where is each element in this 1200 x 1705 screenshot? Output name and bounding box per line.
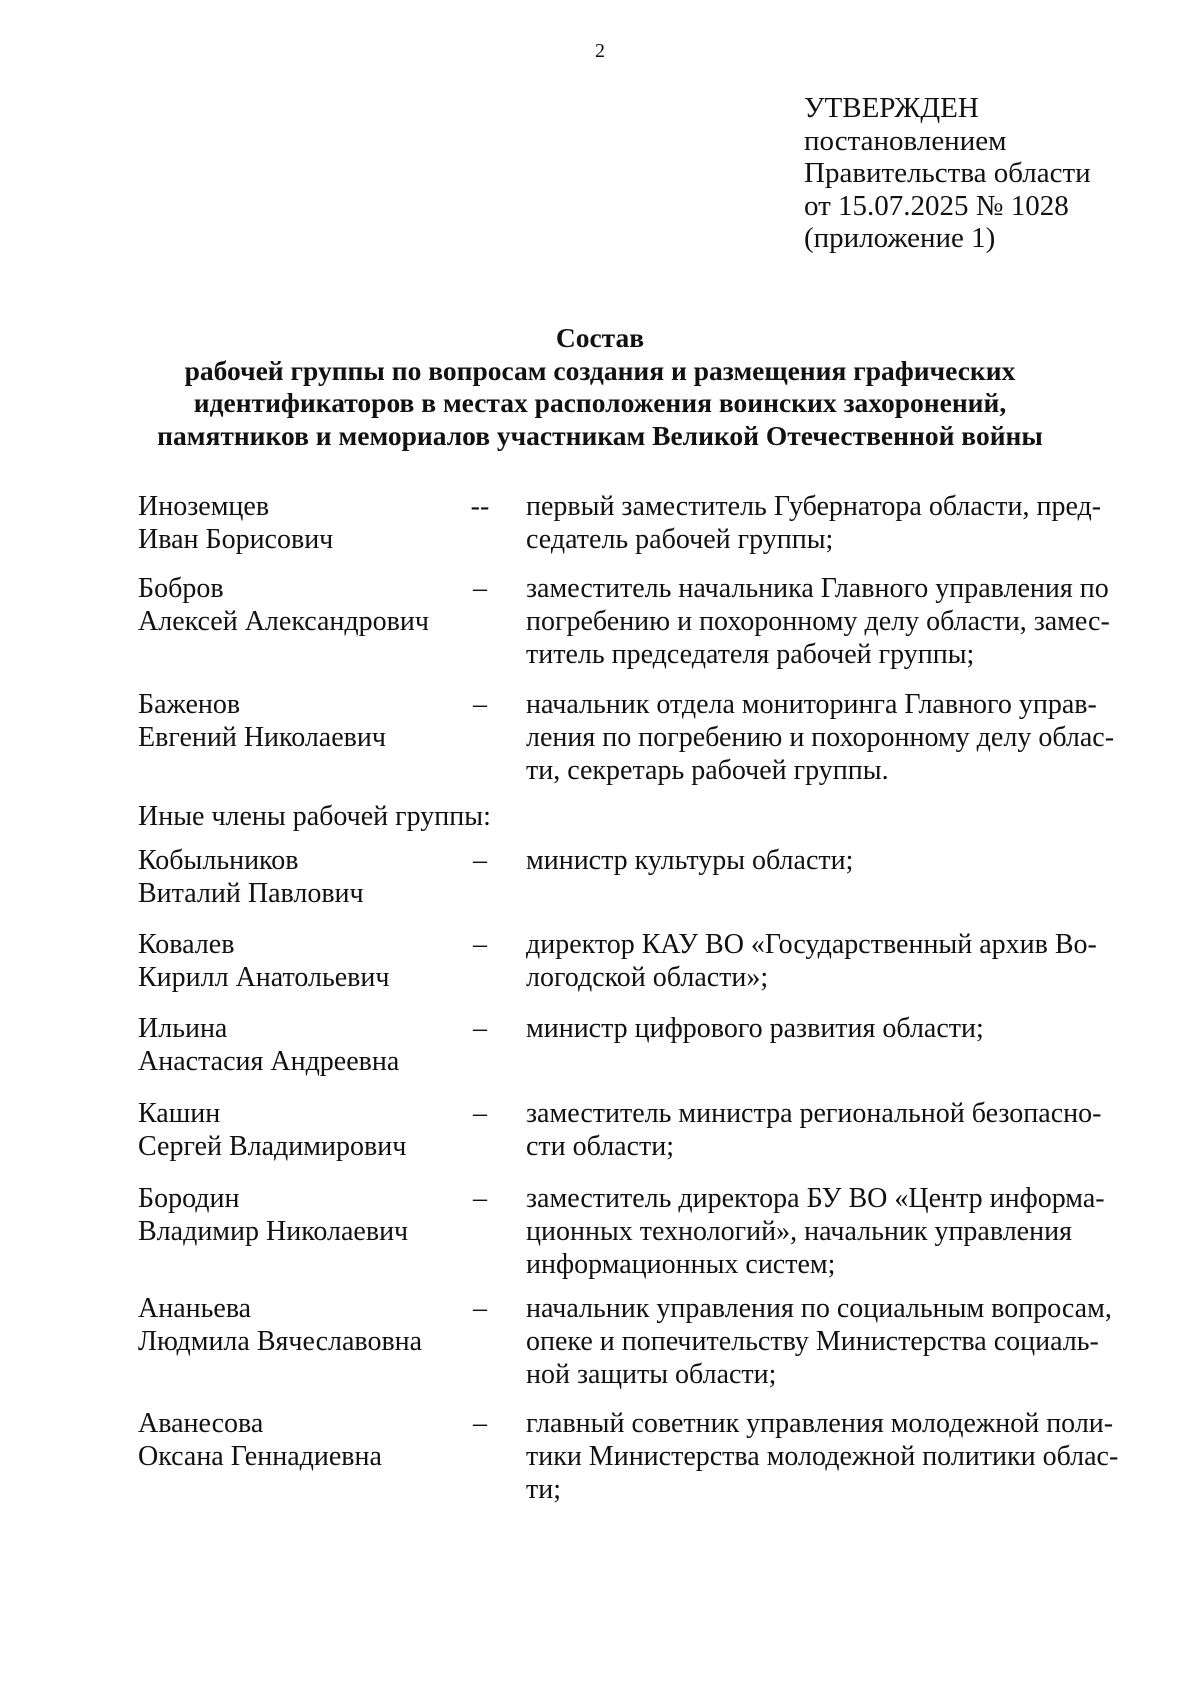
role-line: титель председателя рабочей группы; <box>526 639 975 670</box>
member-surname: Кашин <box>138 1098 221 1129</box>
member-role <box>526 928 1138 994</box>
member-role <box>526 572 1138 671</box>
member-given-names: Людмила Вячеславовна <box>138 1326 423 1357</box>
member-surname: Ковалев <box>138 929 235 960</box>
role-line: ционных технологий», начальник управления <box>526 1216 1072 1247</box>
role-line: информационных систем; <box>526 1249 836 1280</box>
role-line: тики Министерства молодежной политики облас- <box>526 1441 1119 1472</box>
member-role <box>526 688 1138 787</box>
member-surname: Кобыльников <box>138 845 299 876</box>
title-line: идентификаторов в местах расположения воинских захоронений, <box>193 387 1007 418</box>
member-dash: -- <box>470 491 490 522</box>
member-dash: – <box>473 1098 487 1129</box>
approval-stamp <box>804 92 1184 255</box>
member-dash: – <box>473 929 487 960</box>
approval-line: от 15.07.2025 № 1028 <box>804 189 1069 222</box>
role-line: директор КАУ ВО «Государственный архив Во- <box>526 929 1097 960</box>
member-role <box>526 1182 1138 1281</box>
role-line: опеке и попечительству Министерства социаль- <box>526 1326 1099 1357</box>
member-dash: – <box>473 1408 487 1439</box>
member-role <box>526 1407 1138 1506</box>
member-given-names: Алексей Александрович <box>138 606 429 637</box>
member-role <box>526 1097 1138 1163</box>
page-number: 2 <box>595 40 605 62</box>
member-given-names: Иван Борисович <box>138 524 334 555</box>
approval-line: Правительства области <box>804 157 1091 189</box>
member-role <box>526 490 1138 556</box>
role-line: заместитель начальника Главного управления по <box>526 573 1109 604</box>
role-line: ной защиты области; <box>526 1359 777 1390</box>
role-line: главный советник управления молодежной поли- <box>526 1408 1114 1439</box>
member-role <box>526 1292 1138 1391</box>
member-given-names: Кирилл Анатольевич <box>138 962 390 993</box>
role-line: заместитель министра региональной безопасно- <box>526 1098 1102 1129</box>
role-line: ти; <box>526 1474 561 1505</box>
approval-line: (приложение 1) <box>804 222 996 254</box>
member-surname: Ананьева <box>138 1293 252 1324</box>
role-line: министр цифрового развития области; <box>526 1013 984 1044</box>
member-given-names: Оксана Геннадиевна <box>138 1441 382 1472</box>
role-line: логодской области»; <box>526 962 769 993</box>
member-dash: – <box>473 1013 487 1044</box>
member-name <box>138 1292 468 1358</box>
member-name <box>138 1097 468 1163</box>
member-name <box>138 844 468 910</box>
member-surname: Ильина <box>138 1013 228 1044</box>
member-name <box>138 572 468 638</box>
document-title <box>80 322 1120 452</box>
member-dash: – <box>473 845 487 876</box>
title-line: памятников и мемориалов участникам Великой Отечественной войны <box>157 419 1043 451</box>
member-given-names: Виталий Павлович <box>138 878 364 909</box>
member-surname: Бородин <box>138 1183 240 1214</box>
role-line: начальник управления по социальным вопросам, <box>526 1293 1112 1324</box>
member-given-names: Сергей Владимирович <box>138 1131 407 1162</box>
role-line: погребению и похоронному делу области, замес- <box>526 606 1110 637</box>
member-given-names: Владимир Николаевич <box>138 1216 409 1247</box>
member-name <box>138 928 468 994</box>
member-name <box>138 1182 468 1248</box>
role-line: седатель рабочей группы; <box>526 524 834 555</box>
member-surname: Бобров <box>138 573 224 604</box>
title-line: рабочей группы по вопросам создания и размещения графических <box>184 354 1016 386</box>
member-role <box>526 844 1138 877</box>
member-dash: – <box>473 689 487 720</box>
role-line: заместитель директора БУ ВО «Центр информа- <box>526 1183 1105 1214</box>
role-line: первый заместитель Губернатора области, пред- <box>526 491 1102 522</box>
member-given-names: Евгений Николаевич <box>138 722 386 753</box>
member-surname: Иноземцев <box>138 491 270 522</box>
title-line: Состав <box>555 322 645 353</box>
member-surname: Аванесова <box>138 1408 264 1439</box>
member-dash: – <box>473 573 487 604</box>
member-name <box>138 490 468 556</box>
member-name <box>138 1012 468 1078</box>
member-name <box>138 688 468 754</box>
role-line: сти области; <box>526 1131 675 1162</box>
approval-line: постановлением <box>804 124 1007 157</box>
member-dash: – <box>473 1183 487 1214</box>
role-line: министр культуры области; <box>526 845 854 876</box>
role-line: ти, секретарь рабочей группы. <box>526 755 889 786</box>
member-role <box>526 1012 1138 1045</box>
member-name <box>138 1407 468 1473</box>
member-dash: – <box>473 1293 487 1324</box>
role-line: ления по погребению и похоронному делу облас- <box>526 722 1115 753</box>
other-members-heading: Иные члены рабочей группы: <box>138 801 491 832</box>
member-surname: Баженов <box>138 689 241 720</box>
approval-line: УТВЕРЖДЕН <box>804 92 979 124</box>
member-given-names: Анастасия Андреевна <box>138 1046 400 1077</box>
role-line: начальник отдела мониторинга Главного управ- <box>526 689 1097 720</box>
